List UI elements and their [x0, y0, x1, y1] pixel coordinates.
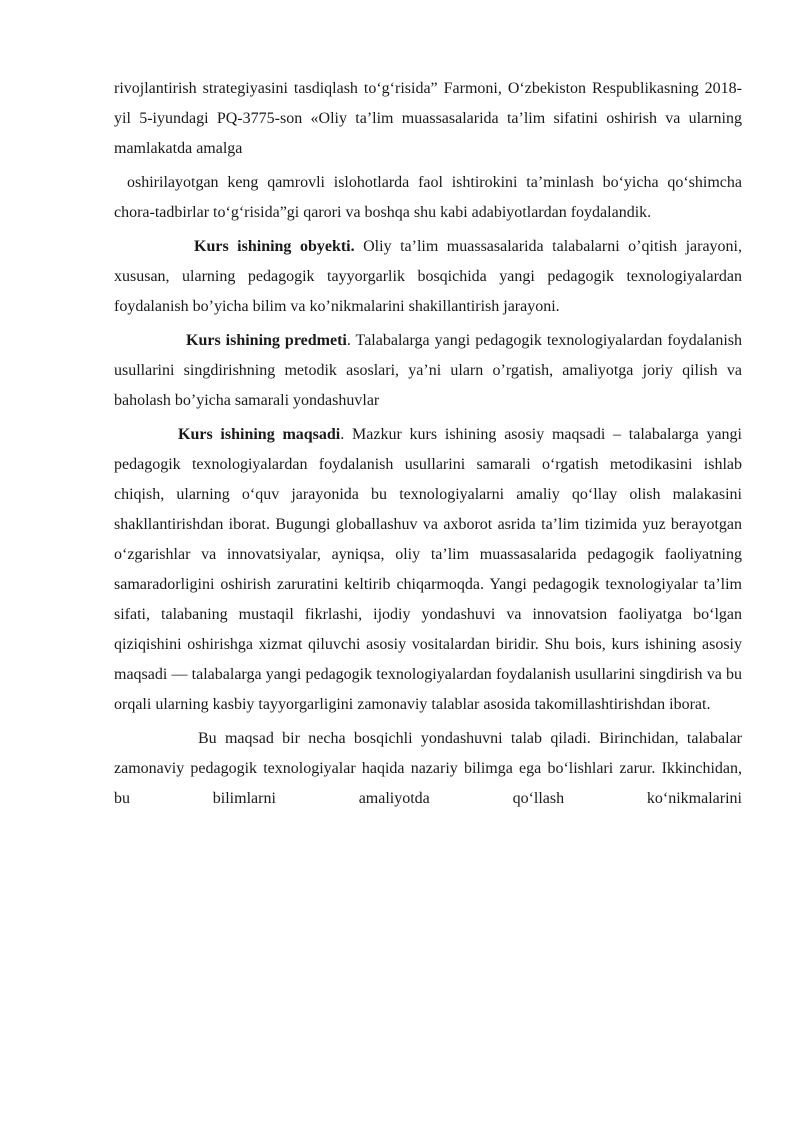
paragraph-text: . Talabalarga yangi pedagogik texnologiyalardan foydalanish usullarini singdirishning metodik asoslari, ya’ni ularn o’rgatish, amaliyotga joriy qilish va baholash bo’yicha samarali yondashuvlar: [114, 332, 742, 409]
course-goal-heading: Kurs ishining maqsadi: [178, 426, 341, 443]
paragraph-course-goal: [114, 420, 742, 720]
paragraph-text: Bu maqsad bir necha bosqichli yondashuvni talab qiladi. Birinchidan, talabalar zamonaviy pedagogik texnologiyalar haqida nazariy bilimga ega bo‘lishlari zarur. Ikkinchidan, bu bilimlarni amaliyotda qo‘llash ko‘nikmalarini: [114, 730, 742, 807]
paragraph-approach-stages: [114, 724, 742, 814]
paragraph-text: Oliy ta’lim muassasalarida talabalarni o’qitish jarayoni, xususan, ularning pedagogik tayyorgarlik bosqichida yangi pedagogik texnologiyalardan foydalanish bo’yicha bilim va ko’nikmalarini shakillantirish jarayoni.: [114, 238, 742, 315]
paragraph-text: rivojlantirish strategiyasini tasdiqlash to‘g‘risida” Farmoni, O‘zbekiston Respublikasning 2018-yil 5-iyundagi PQ-3775-son «Oliy ta’lim muassasalarida ta’lim sifatini oshirish va ularning mamlakatda amalga: [114, 80, 742, 157]
paragraph-course-object: [114, 232, 742, 322]
paragraph-course-subject: [114, 326, 742, 416]
paragraph-decree-reference: [114, 74, 742, 164]
paragraph-text: oshirilayotgan keng qamrovli islohotlarda faol ishtirokini ta’minlash bo‘yicha qo‘shimcha chora-tadbirlar to‘g‘risida”gi qarori va boshqa shu kabi adabiyotlardan foydalandik.: [114, 174, 742, 221]
paragraph-text: . Mazkur kurs ishining asosiy maqsadi – talabalarga yangi pedagogik texnologiyalardan foydalanish usullarini samarali o‘rgatish metodikasini ishlab chiqish, ularning o‘quv jarayonida bu texnologiyalarni amaliy qo‘llay olish malakasini shakllantirishdan iborat. Bugungi globallashuv va axborot asrida ta’lim tizimida yuz berayotgan o‘zgarishlar va innovatsiyalar, ayniqsa, oliy ta’lim muassasalarida pedagogik faoliyatning samaradorligini oshirish zaruratini keltirib chiqarmoqda. Yangi pedagogik texnologiyalar ta’lim sifati, talabaning mustaqil fikrlashi, ijodiy yondashuvi va innovatsion faoliyatga bo‘lgan qiziqishini oshirishga xizmat qiluvchi asosiy vositalardan biridir. Shu bois, kurs ishining asosiy maqsadi — talabalarga yangi pedagogik texnologiyalardan foydalanish usullarini singdirish va bu orqali ularning kasbiy tayyorgarligini zamonaviy talablar asosida takomillashtirishdan iborat.: [114, 426, 743, 713]
course-subject-heading: Kurs ishining predmeti: [186, 332, 347, 349]
paragraph-literature-used: [114, 168, 742, 228]
document-page: [114, 74, 742, 814]
course-object-heading: Kurs ishining obyekti.: [194, 238, 355, 255]
